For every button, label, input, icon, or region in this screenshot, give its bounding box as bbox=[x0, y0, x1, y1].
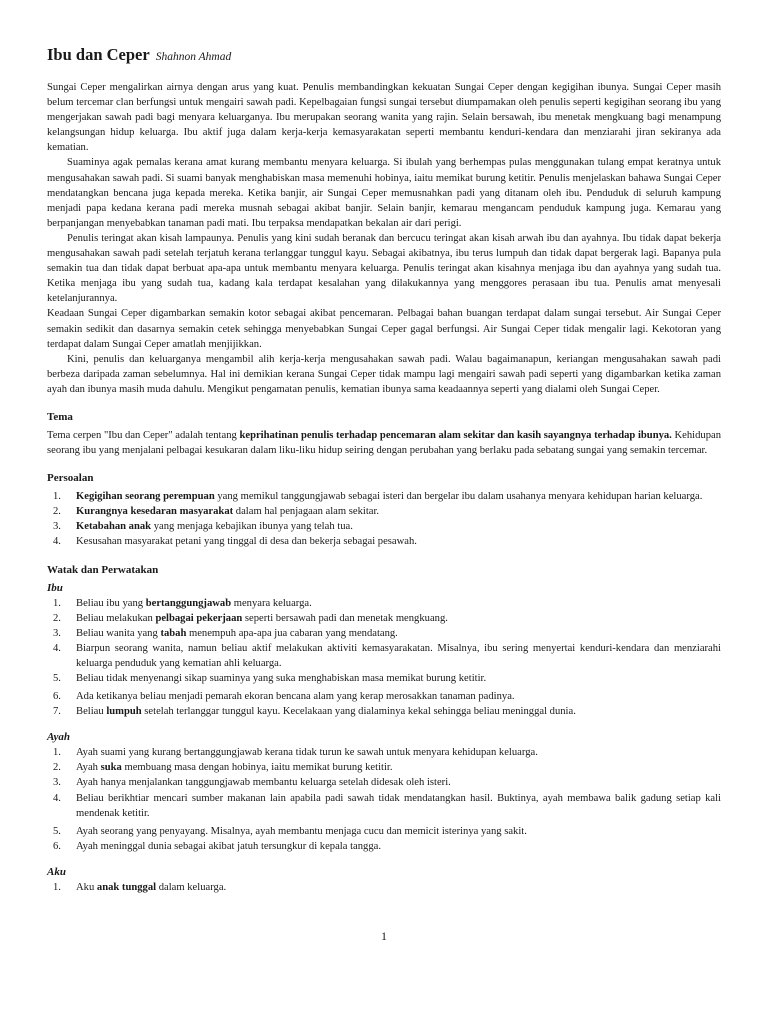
persoalan-list bbox=[47, 489, 721, 549]
list-number: 7. bbox=[53, 706, 61, 718]
item-text: menyara keluarga. bbox=[231, 597, 312, 609]
list-item bbox=[47, 596, 721, 611]
item-text: Beliau melakukan bbox=[76, 612, 156, 624]
item-bold-text: Kurangnya kesedaran masyarakat bbox=[76, 506, 234, 518]
ibu-list bbox=[47, 596, 721, 720]
item-text: Ayah meninggal dunia sebagai akibat jatuh tersungkur di kepala tangga. bbox=[76, 840, 381, 852]
aku-heading: Aku bbox=[47, 865, 66, 878]
list-item bbox=[47, 504, 721, 519]
list-number: 5. bbox=[53, 673, 61, 684]
list-number: 6. bbox=[53, 840, 61, 852]
tema-text-bold: keprihatinan penulis terhadap pencemaran alam sekitar dan kasih sayangnya terhadap ibunya. bbox=[239, 429, 672, 441]
item-bold-text: suka bbox=[100, 762, 122, 774]
list-number: 4. bbox=[53, 792, 61, 804]
item-bold-text: Kegigihan seorang perempuan bbox=[76, 491, 215, 503]
item-text: setelah terlanggar tunggul kayu. Kecelakaan yang dialaminya kekal sehingga beliau meninggal dunia. bbox=[141, 706, 576, 718]
item-text: Ada ketikanya beliau menjadi pemarah ekoran bencana alam yang kerap merosakkan tanaman padinya. bbox=[76, 691, 515, 703]
tema-text-after: Kehidupan seorang ibu yang menjalani pelbagai kesukaran dalam liku-liku hidup seiring dengan perubahan yang berlaku pada sebatang sungai yang semakin tercemar. bbox=[47, 429, 721, 457]
list-item bbox=[47, 626, 721, 641]
list-number: 2. bbox=[53, 762, 61, 774]
item-text: yang memikul tanggungjawab sebagai isteri dan bergelar ibu dalam usahanya menyara kehidupan harian keluarga. bbox=[214, 491, 703, 503]
list-number: 6. bbox=[53, 691, 61, 703]
page-number: 1 bbox=[381, 929, 387, 943]
list-number: 1. bbox=[53, 881, 61, 893]
summary-paragraph-2: Suaminya agak pemalas kerana amat kurang membantu menyara keluarga. Si ibulah yang berhempas pulas menggunakan tulang empat keratnya untuk mengusahakan sawah padi. Si suami banyak menghabiskan masa memenuhi hobinya, iaitu memikat burung ketitir. Penulis menjelaskan bahawa Sungai Ceper mendatangkan bencana juga kepada mereka. Ketika banjir, air Sungai Ceper memusnahkan padi yang ditanam oleh ibu. Penduduk di seluruh kampung menjadi papa kedana kerana padi mereka musnah sebagai akibat banjir. Selain banjir, kemarau mengancam penduduk kampung juga. Kemarau yang berpanjangan menyebabkan tanaman padi mati. Ibu terpaksa mendapatkan bekalan air dari perigi. bbox=[47, 157, 721, 229]
list-number: 2. bbox=[53, 612, 61, 624]
document-author: Shahnon Ahmad bbox=[155, 51, 232, 63]
summary-paragraph-1: Sungai Ceper mengalirkan airnya dengan arus yang kuat. Penulis membandingkan kekuatan Sungai Ceper dengan kegigihan ibunya. Sungai Ceper masih belum tercemar clan berfungsi untuk mengairi sawah padi. Kepelbagaian fungsi sungai tersebut diumpamakan oleh penulis seperti kegigihan seorang ibu yang mengerjakan sawah padi bagi menyara keluarganya. Ibu merupakan seorang wanita yang rajin. Selain bersawah, ibu menetak mengkuang bagi menampung kelangsungan hidup keluarga. Ibu aktif juga dalam kerja-kerja kemasyarakatan seperti membantu kenduri-kendara dan menziarahi jiran sekiranya ada kematian. bbox=[47, 82, 721, 154]
list-number: 1. bbox=[53, 491, 61, 503]
item-text: Ayah suami yang kurang bertanggungjawab kerana tidak turun ke sawah untuk menyara kehidupan keluarga. bbox=[76, 747, 538, 759]
list-number: 5. bbox=[53, 825, 61, 837]
summary-paragraph-5: Kini, penulis dan keluarganya mengambil alih kerja-kerja mengusahakan sawah padi. Walau bagaimanapun, keriangan mengusahakan sawah padi berbeza daripada zaman sebelumnya. Hal ini demikian kerana Sungai Ceper tidak mampu lagi mengairi sawah padi seperti yang digambarkan ketika zaman ayah dan ibunya masih muda dahulu. Mengikut pengamatan penulis, kematian ibunya sama keadaannya seperti yang dialami oleh Sungai Ceper. bbox=[47, 353, 721, 395]
item-text: Beliau berikhtiar mencari sumber makanan lain apabila padi sawah tidak mendatangkan hasil. Buktinya, ayah membawa balik gadung setiap kali mendenak ketitir. bbox=[76, 792, 721, 819]
list-item bbox=[47, 704, 721, 719]
list-number: 4. bbox=[53, 536, 61, 548]
list-item bbox=[47, 519, 721, 534]
item-bold-text: pelbagai pekerjaan bbox=[155, 612, 243, 624]
persoalan-heading: Persoalan bbox=[47, 472, 94, 485]
list-number: 4. bbox=[53, 642, 61, 654]
list-item bbox=[47, 824, 721, 839]
list-item bbox=[47, 671, 721, 686]
ayah-list bbox=[47, 745, 721, 854]
list-number: 1. bbox=[53, 747, 61, 759]
list-number: 3. bbox=[53, 521, 61, 533]
item-bold-text: lumpuh bbox=[106, 706, 142, 718]
list-item bbox=[47, 839, 721, 854]
document-title-line bbox=[47, 44, 721, 68]
tema-paragraph bbox=[47, 428, 721, 458]
item-text: Beliau ibu yang bbox=[76, 597, 146, 609]
summary-section bbox=[47, 80, 721, 397]
tema-heading: Tema bbox=[47, 410, 73, 423]
list-item bbox=[47, 534, 721, 549]
item-text: dalam hal penjagaan alam sekitar. bbox=[233, 506, 380, 518]
list-number: 3. bbox=[53, 627, 61, 639]
item-bold-text: bertanggungjawab bbox=[145, 597, 232, 609]
aku-list bbox=[47, 880, 721, 895]
item-bold-text: anak tunggal bbox=[96, 881, 157, 893]
item-text: Aku bbox=[76, 881, 97, 893]
item-text: Beliau tidak menyenangi sikap suaminya yang suka menghabiskan masa memikat burung ketitir. bbox=[76, 673, 487, 684]
watak-heading: Watak dan Perwatakan bbox=[47, 563, 159, 576]
item-text: menempuh apa-apa jua cabaran yang mendatang. bbox=[186, 627, 398, 639]
item-text: Ayah seorang yang penyayang. Misalnya, ayah membantu menjaga cucu dan memicit isterinya yang sakit. bbox=[76, 825, 527, 837]
item-bold-text: Ketabahan anak bbox=[76, 521, 152, 533]
list-number: 2. bbox=[53, 506, 61, 518]
summary-paragraph-3: Penulis teringat akan kisah lampaunya. Penulis yang kini sudah beranak dan bercucu teringat akan kisah arwah ibu dan ayahnya. Ibu tidak dapat bekerja mengusahakan sawah padi setelah terjatuh kerana terlanggar tunggul kayu. Sebagai akibatnya, ibu terus lumpuh dan tidak dapat bergerak lagi. Bapanya pula semakin tua dan tidak dapat berbuat apa-apa untuk membantu menyara keluarga. Penulis teringat akan kisahnya menjaga ibu dan ayahnya yang sudah tua. Ketika menjaga ibu yang sudah tua, kadang kala terdapat kesalahan yang dilakukannya yang menggores perasaan ibu tua. Penulis amat menyesali ketelanjurannya. bbox=[47, 232, 721, 305]
list-item bbox=[47, 775, 721, 790]
item-text: Ayah hanya menjalankan tanggungjawab membantu keluarga setelah didesak oleh isteri. bbox=[76, 777, 451, 789]
list-item bbox=[47, 745, 721, 760]
item-text: seperti bersawah padi dan menetak mengkuang. bbox=[242, 612, 448, 624]
item-text: Beliau bbox=[76, 706, 107, 718]
ibu-heading: Ibu bbox=[47, 581, 63, 594]
item-text: Kesusahan masyarakat petani yang tinggal di desa dan bekerja sebagai pesawah. bbox=[76, 536, 417, 548]
list-item bbox=[47, 791, 721, 821]
document-title: Ibu dan Ceper bbox=[47, 45, 150, 64]
list-item bbox=[47, 489, 721, 504]
tema-text-before: Tema cerpen "Ibu dan Ceper" adalah tentang bbox=[47, 429, 240, 441]
item-text: Biarpun seorang wanita, namun beliau aktif melakukan aktiviti kemasyarakatan. Misalnya, ibu sering menyertai kenduri-kendara dan menziarahi keluarga penduduk yang kematian ahli keluarga. bbox=[76, 642, 721, 669]
item-bold-text: tabah bbox=[160, 627, 187, 639]
list-item bbox=[47, 611, 721, 626]
item-text: Ayah bbox=[76, 762, 101, 774]
list-number: 1. bbox=[53, 597, 61, 609]
list-item bbox=[47, 689, 721, 704]
list-item bbox=[47, 880, 721, 895]
ayah-heading: Ayah bbox=[47, 731, 71, 744]
list-number: 3. bbox=[53, 777, 61, 789]
item-text: yang menjaga kebajikan ibunya yang telah tua. bbox=[151, 521, 353, 533]
item-text: Beliau wanita yang bbox=[76, 627, 161, 639]
summary-paragraph-4: Keadaan Sungai Ceper digambarkan semakin kotor sebagai akibat pencemaran. Pelbagai bahan buangan terdapat dalam sungai tersebut. Air Sungai Ceper semakin sedikit dan dasarnya semakin cetek sehingga menyebabkan Sungai Ceper gagal berfungsi. Air Sungai Ceper tidak mengalir lagi. Kekotoran yang terdapat dalam Sungai Ceper amatlah menjijikkan. bbox=[47, 308, 721, 350]
list-item bbox=[47, 760, 721, 775]
list-item bbox=[47, 641, 721, 671]
item-text: membuang masa dengan hobinya, iaitu memikat burung ketitir. bbox=[121, 762, 393, 774]
item-text: dalam keluarga. bbox=[156, 881, 227, 893]
